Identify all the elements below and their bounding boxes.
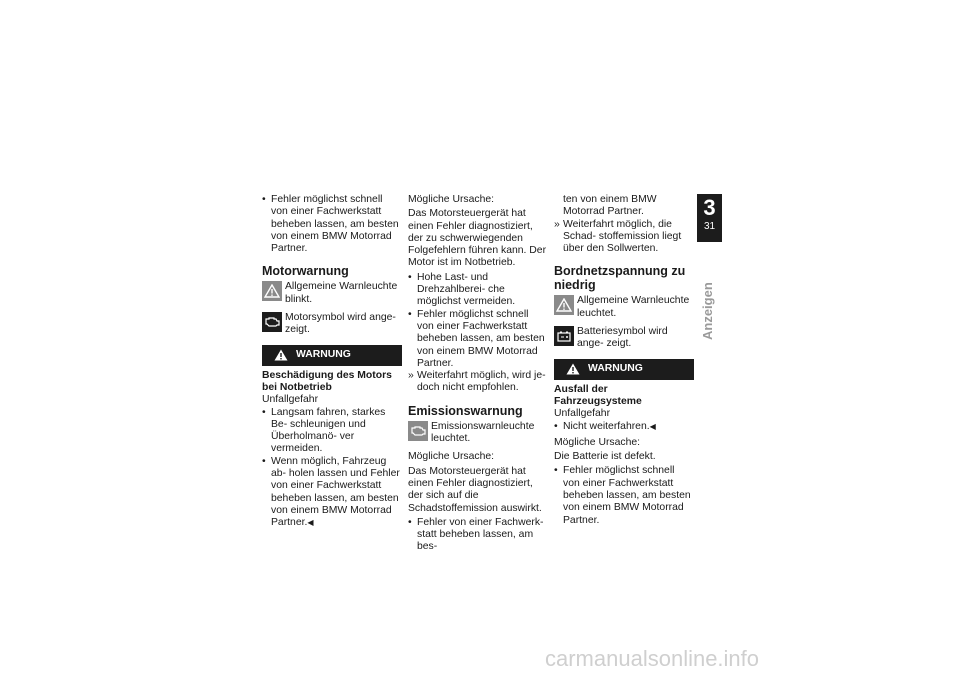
list-item-continued: ten von einem BMW Motorrad Partner. <box>563 194 657 218</box>
emission-icon <box>408 421 428 441</box>
indicator-text: Emissionswarnleuchte leuchtet. <box>431 420 535 445</box>
list-item: • Langsam fahren, starkes Be- schleunigen und Überholmanö- ver vermeiden. <box>262 407 402 456</box>
warning-triangle-icon <box>566 363 580 375</box>
danger-text: Unfallgefahr <box>262 394 319 406</box>
list-item: • Fehler möglichst schnell von einer Fachwerkstatt beheben lassen, am besten von einem BMW Motorrad Partner. <box>408 309 548 370</box>
cause-text: Das Motorsteuergerät hat einen Fehler diagnostiziert, der sich auf die Schadstoffemission auswirkt. <box>408 465 542 514</box>
warning-title: Ausfall der Fahrzeugsysteme <box>554 383 642 407</box>
indicator-text: Allgemeine Warnleuchte blinkt. <box>285 281 398 305</box>
warning-banner <box>262 345 402 366</box>
indicator-row <box>554 295 694 320</box>
indicator-row <box>262 312 402 337</box>
warning-title: Beschädigung des Motors bei Notbetrieb <box>262 369 392 393</box>
list-item-text: Wenn möglich, Fahrzeug ab- holen lassen und Fehler von einer Fachwerkstatt beheben lassen, am besten von einem BMW Motorrad Partner. <box>271 455 400 529</box>
indicator-text: Batteriesymbol wird ange- zeigt. <box>577 326 668 350</box>
cause-label: Mögliche Ursache: <box>408 451 495 463</box>
column-3 <box>554 194 694 527</box>
warning-triangle-icon <box>262 281 282 301</box>
warning-triangle-icon <box>554 295 574 315</box>
indicator-text: Motorsymbol wird ange- zeigt. <box>285 312 396 336</box>
result-item: » Weiterfahrt möglich, die Schad- stoffemission liegt über den Sollwerten. <box>554 219 694 256</box>
engine-icon <box>262 312 282 332</box>
column-1 <box>262 194 402 530</box>
page-number: 31 <box>703 221 716 232</box>
list-item <box>262 456 402 530</box>
cause-label: Mögliche Ursache: <box>408 194 495 205</box>
column-2 <box>408 194 548 554</box>
section-heading-motorwarnung: Motorwarnung <box>262 264 349 279</box>
battery-icon <box>554 326 574 346</box>
warning-triangle-icon <box>274 349 288 361</box>
warning-label: WARNUNG <box>296 349 351 361</box>
end-marker-icon: ◀ <box>649 421 656 431</box>
section-heading-emissionswarnung: Emissionswarnung <box>408 403 523 418</box>
indicator-row <box>262 281 402 306</box>
chapter-tab <box>697 194 722 242</box>
indicator-row <box>554 326 694 351</box>
indicator-text: Allgemeine Warnleuchte leuchtet. <box>577 295 690 319</box>
list-item: • Fehler möglichst schnell von einer Fachwerkstatt beheben lassen, am besten von einem BMW Motorrad Partner. <box>262 194 402 255</box>
watermark-text: carmanualsonline.info <box>545 646 760 671</box>
cause-label: Mögliche Ursache: <box>554 436 641 448</box>
danger-text: Unfallgefahr <box>554 408 611 420</box>
indicator-row <box>408 421 548 446</box>
section-heading-bordnetzspannung: Bordnetzspannung zu niedrig <box>554 264 686 293</box>
cause-text: Die Batterie ist defekt. <box>554 451 656 463</box>
end-marker-icon: ◀ <box>307 518 314 528</box>
warning-label: WARNUNG <box>588 363 643 375</box>
list-item-text: Nicht weiterfahren. <box>563 420 650 432</box>
chapter-title: Anzeigen <box>700 282 715 340</box>
result-item: » Weiterfahrt möglich, wird je- doch nicht empfohlen. <box>408 370 548 395</box>
chapter-number: 3 <box>703 195 716 220</box>
list-item: • Fehler möglichst schnell von einer Fachwerkstatt beheben lassen, am besten von einem BMW Motorrad Partner. <box>554 465 694 526</box>
cause-text: Das Motorsteuergerät hat einen Fehler diagnostiziert, der zu schwerwiegenden Folgefehlern führen kann. Der Motor ist im Notbetrieb. <box>408 208 547 269</box>
list-item: • Fehler von einer Fachwerk- statt beheben lassen, am bes- <box>408 517 548 554</box>
list-item: • Hohe Last- und Drehzahlberei- che möglichst vermeiden. <box>408 272 548 309</box>
list-item <box>554 421 694 433</box>
warning-banner <box>554 359 694 380</box>
